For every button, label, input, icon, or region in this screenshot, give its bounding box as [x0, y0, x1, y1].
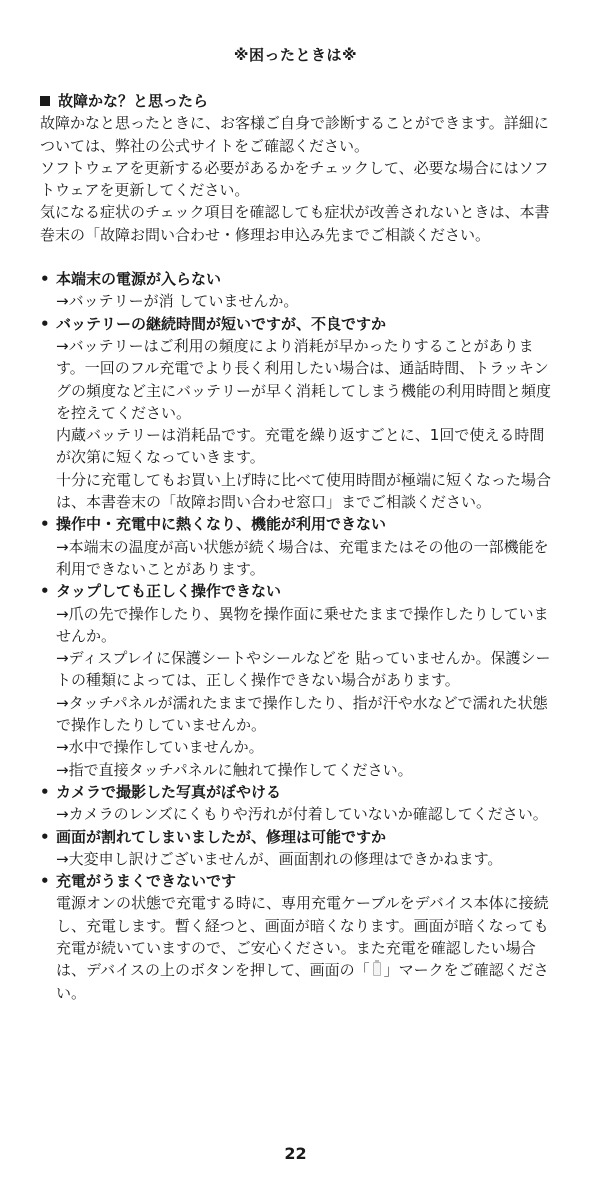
faq-text-part: 電源オンの状態で充電する時に、専用充電ケーブルをデバイス本体に接続し、充電します。暫く経つと、画面が暗くなります。画面が暗くなっても充電が続いていますので、ご安心ください。また充電を確認したい場合は、デバイスの上のボタンを押して、画面の「	[56, 894, 549, 980]
faq-body	[56, 335, 555, 513]
spacer	[40, 246, 555, 268]
faq-heading: タップしても正しく操作できない	[56, 582, 282, 601]
intro-paragraph: 気になる症状のチェック項目を確認しても症状が改善されないときは、本書巻末の「故障お問い合わせ・修理お申込み先までご相談ください。	[40, 203, 550, 244]
page-title: ※困ったときは※	[233, 46, 358, 64]
faq-body	[56, 290, 555, 312]
faq-text: →指で直接タッチパネルに触れて操作してください。	[56, 760, 413, 779]
faq-text: →タッチパネルが濡れたままで操作したり、指が汗や水などで濡れた状態で操作したりしていませんか。	[56, 693, 548, 735]
content	[40, 90, 555, 1004]
intro-paragraph: ソフトウェアを更新する必要があるかをチェックして、必要な場合にはソフトウェアを更新してください。	[40, 158, 549, 200]
faq-text: →カメラのレンズにくもりや汚れが付着していないか確認してください。	[56, 805, 548, 824]
faq-item	[40, 870, 555, 1004]
section-heading	[40, 90, 555, 112]
battery-icon	[373, 962, 381, 976]
faq-heading: 画面が割れてしまいましたが、修理は可能ですか	[56, 827, 387, 846]
faq-heading: バッテリーの継続時間が短いですが、不良ですか	[56, 314, 387, 333]
faq-heading: 充電がうまくできないです	[56, 872, 237, 891]
faq-text: →爪の先で操作したり、異物を操作面に乗せたままで操作したりしていませんか。	[56, 604, 549, 645]
faq-text: →水中で操作していませんか。	[56, 738, 264, 757]
faq-text: →バッテリーはご利用の頻度により消耗が早かったりすることがあります。一回のフル充電でより長く利用したい場合は、通話時間、トラッキングの頻度など主にバッテリーが早く消耗してしまう機能の利用時間と頻度を控えてください。	[56, 336, 552, 422]
faq-item	[40, 313, 555, 514]
faq-text-part: 」マークをご確認ください。	[56, 961, 549, 1002]
faq-body	[56, 848, 555, 870]
faq-text: →ディスプレイに保護シートやシールなどを 貼っていませんか。保護シートの種類によっては、正しく操作できない場合があります。	[56, 649, 551, 690]
faq-item	[40, 580, 555, 781]
faq-item	[40, 826, 555, 871]
intro-paragraph: 故障かなと思ったときに、お客様ご自身で診断することができます。詳細については、弊社の公式サイトをご確認ください。	[40, 114, 549, 155]
faq-text: →バッテリーが消 していませんか。	[56, 292, 299, 311]
bullet: •	[40, 582, 50, 601]
bullet: •	[40, 515, 50, 534]
faq-item	[40, 781, 555, 826]
bullet: •	[40, 782, 50, 801]
square-bullet-icon	[40, 96, 50, 106]
faq-body	[56, 892, 555, 1003]
faq-body	[56, 536, 555, 581]
bullet: •	[40, 270, 50, 289]
faq-text: 内蔵バッテリーは消耗品です。充電を繰り返すごとに、1回で使える時間が次第に短くなっていきます。	[56, 426, 545, 467]
bullet: •	[40, 314, 50, 333]
faq-body	[56, 803, 555, 825]
faq-item	[40, 513, 555, 580]
faq-item	[40, 268, 555, 313]
faq-text	[56, 892, 555, 1003]
faq-text: →大変申し訳けございませんが、画面割れの修理はできかねます。	[56, 849, 503, 868]
faq-text: 十分に充電してもお買い上げ時に比べて使用時間が極端に短くなった場合は、本書巻末の「故障お問い合わせ窓口」までご相談ください。	[56, 470, 552, 512]
bullet: •	[40, 872, 50, 891]
bullet: •	[40, 827, 50, 846]
section-heading-text: 故障かな？と思ったら	[58, 92, 209, 110]
faq-heading: 操作中・充電中に熱くなり、機能が利用できない	[56, 515, 387, 534]
faq-text: →本端末の温度が高い状態が続く場合は、充電またはその他の一部機能を利用できないことがあります。	[56, 537, 549, 578]
faq-heading: 本端末の電源が入らない	[56, 270, 222, 289]
intro	[40, 112, 555, 246]
faq-heading: カメラで撮影した写真がぼやける	[56, 782, 282, 801]
faq-body	[56, 603, 555, 781]
page-number: 22	[284, 1144, 307, 1163]
